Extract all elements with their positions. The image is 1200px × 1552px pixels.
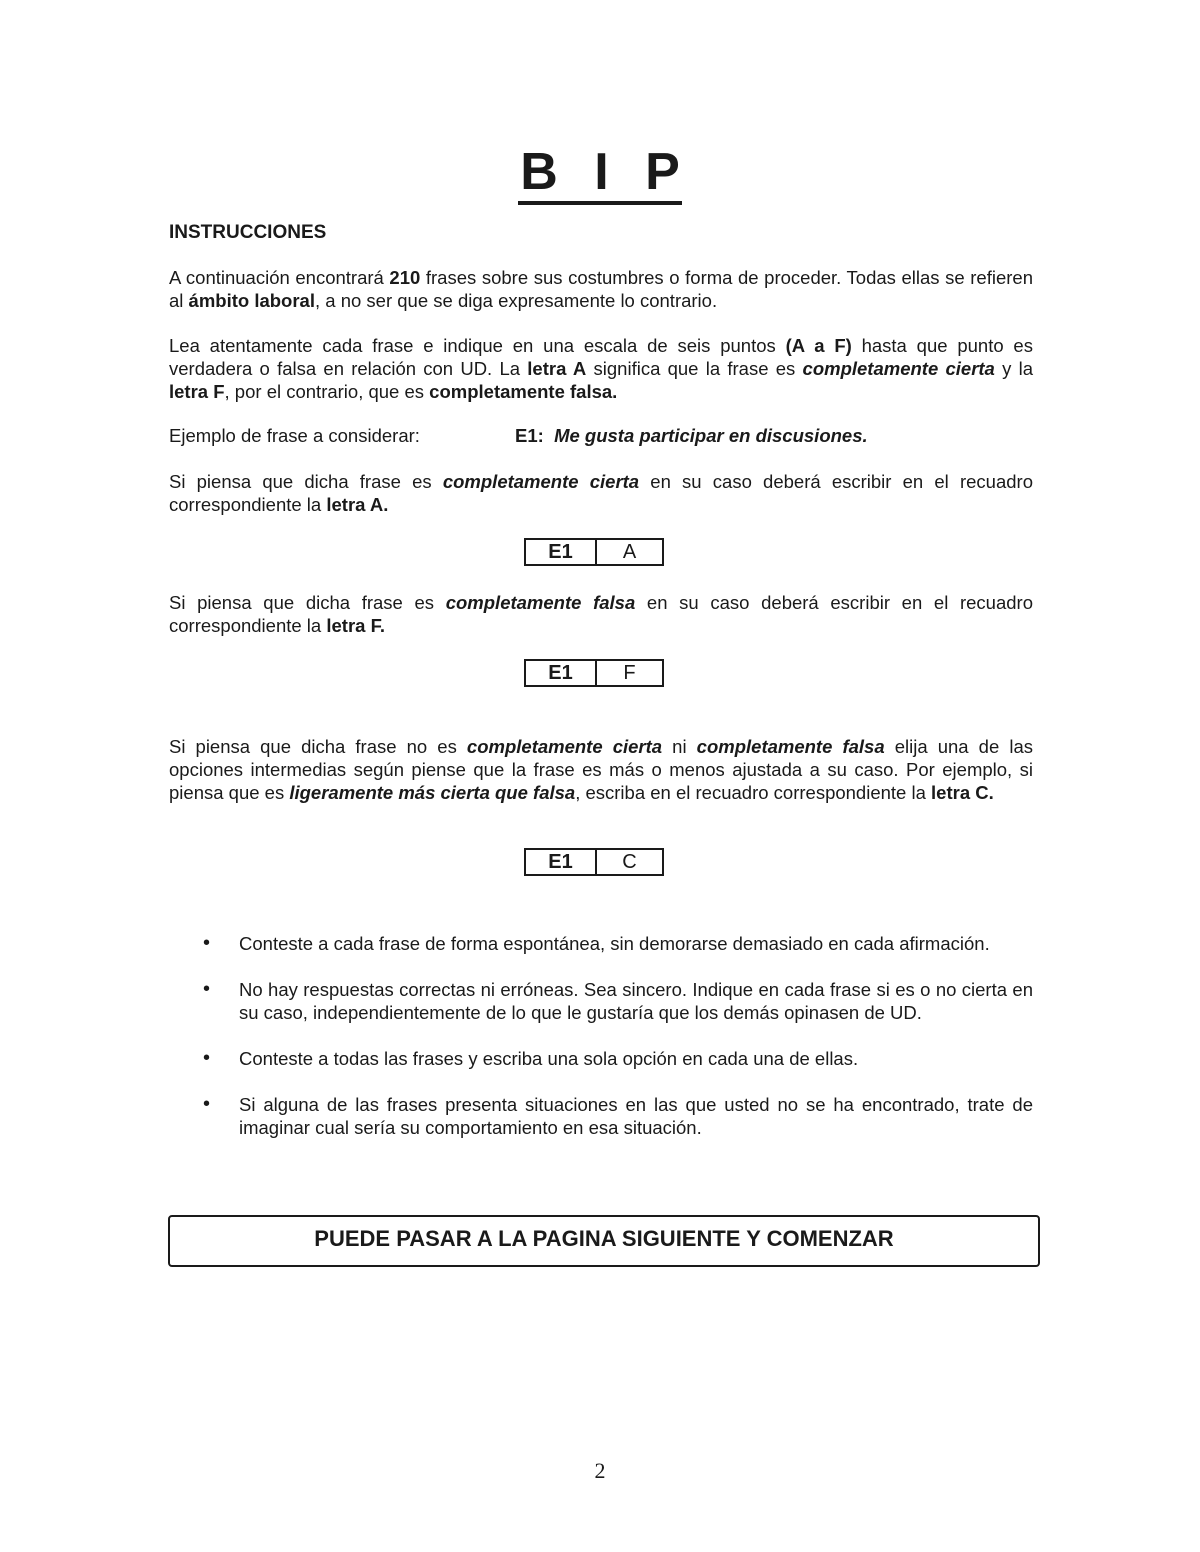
page-number: 2: [594, 1458, 606, 1483]
list-item: • Conteste a todas las frases y escriba una sola opción en cada una de ellas.: [169, 1047, 1033, 1070]
answer-box-code: E1: [526, 661, 597, 685]
true-paragraph: Si piensa que dicha frase es completamente cierta en su caso deberá escribir en el recuadro correspondiente la letra A.: [169, 471, 1033, 515]
answer-box-f: [524, 659, 664, 687]
example-label: Ejemplo de frase a considerar:: [169, 425, 420, 446]
list-item: • Si alguna de las frases presenta situaciones en las que usted no se ha encontrado, trate de imaginar cual sería su comportamiento en esa situación.: [169, 1093, 1033, 1139]
false-paragraph: Si piensa que dicha frase es completamente falsa en su caso deberá escribir en el recuadro correspondiente la letra F.: [169, 592, 1033, 636]
answer-box-letter: A: [622, 541, 637, 563]
list-item: • Conteste a cada frase de forma espontánea, sin demorarse demasiado en cada afirmación.: [169, 932, 1033, 955]
answer-box-c: [524, 848, 664, 876]
answer-box-code: E1: [526, 850, 597, 874]
answer-box-code: E1: [526, 540, 597, 564]
continue-banner: PUEDE PASAR A LA PAGINA SIGUIENTE Y COMENZAR: [168, 1215, 1040, 1267]
answer-box-a: [524, 538, 664, 566]
section-heading: INSTRUCCIONES: [169, 222, 327, 243]
intermediate-paragraph: Si piensa que dicha frase no es completamente cierta ni completamente falsa elija una de las opciones intermedias según piense que la frase es más o menos ajustada a su caso. Por ejemplo, si piensa que es ligeramente más cierta que falsa, escriba en el recuadro correspondiente la letra C.: [169, 736, 1033, 803]
example-sentence: E1: Me gusta participar en discusiones.: [515, 425, 868, 446]
intro-paragraph: A continuación encontrará 210 frases sobre sus costumbres o forma de proceder. Todas ellas se refieren al ámbito laboral, a no ser que se diga expresamente lo contrario.: [169, 267, 1033, 311]
answer-box-letter: C: [622, 851, 637, 873]
instructions-list: [169, 932, 1033, 1139]
scale-paragraph: Lea atentamente cada frase e indique en una escala de seis puntos (A a F) hasta que punto es verdadera o falsa en relación con UD. La letra A significa que la frase es completamente cierta y la letra F, por el contrario, que es completamente falsa.: [169, 335, 1033, 402]
answer-box-letter: F: [623, 662, 636, 684]
list-item: • No hay respuestas correctas ni erróneas. Sea sincero. Indique en cada frase si es o no cierta en su caso, independientemente de lo que le gustaría que los demás opinasen de UD.: [169, 978, 1033, 1024]
document-title: B I P: [0, 142, 1200, 202]
